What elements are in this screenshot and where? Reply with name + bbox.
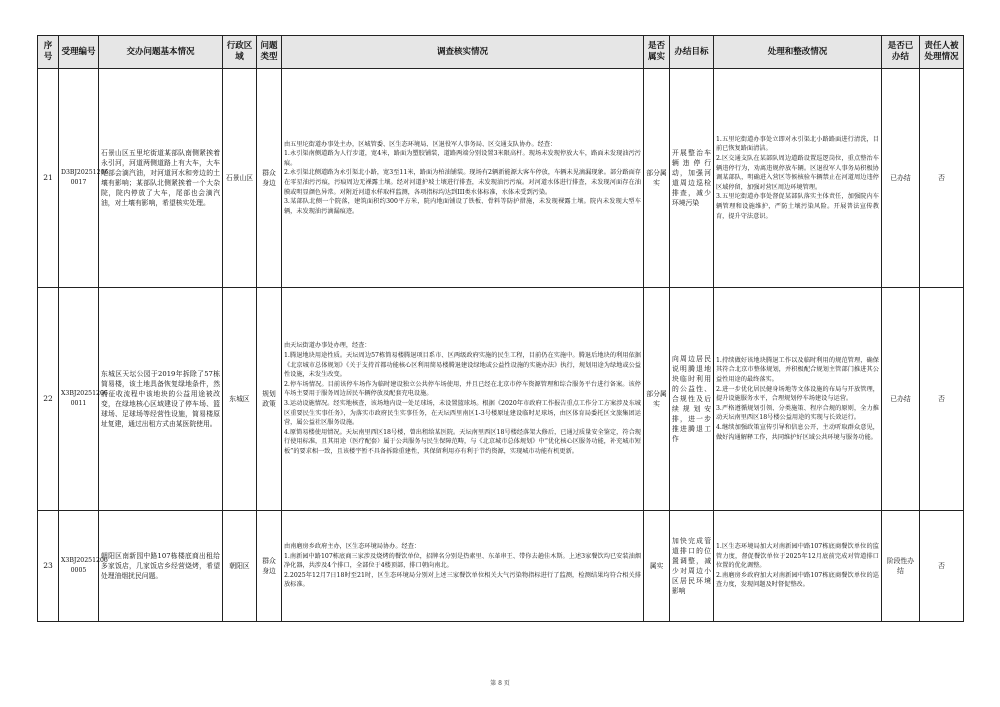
page-footer: 第 8 页 bbox=[490, 680, 510, 687]
handling-paragraph: 1.持续做好该地块腾退工作以及临时利用的规范管理，确保其符合北京市整体规划，并积极配合规划主管部门推进其公益性用途的最终落实。 bbox=[716, 356, 879, 384]
cell-verified: 部分属实 bbox=[644, 69, 670, 288]
header-district: 行政区域 bbox=[223, 36, 257, 69]
investigation-paragraph: 1.永引渠南侧道路为人行步道，宽4米，路面为塑胶铺装，道路两端分别设置3米限高杆。现场未发现停放大车，路面未发现油污污痕。 bbox=[284, 150, 641, 167]
investigation-paragraph: 1.腾退地块用途性质。天坛周边57栋简易楼腾退项目系市、区两级政府实施的民生工程，目前仍在实施中。腾退后地块的利用依据《北京城市总体规划》《关于支持首都功能核心区利用简易楼腾退建设绿地或公益性设施的实施办法》执行，规划用途为绿地或公益性设施，未发生改变。 bbox=[284, 352, 641, 379]
investigation-paragraph: 2.停车场情况。目前该停车场作为临时建设独立公共停车场使用，并且已经在北京市停车资源管理和综合服务平台进行备案。该停车场主要用于服务周边居民车辆停放及配套充电设施。 bbox=[284, 380, 641, 398]
header-basic: 交办问题基本情况 bbox=[99, 36, 223, 69]
cell-district: 东城区 bbox=[223, 288, 257, 511]
cell-seq: 23 bbox=[38, 511, 59, 622]
handling-paragraph: 1.五里坨街道办事处立即对永引渠北小路路面进行清洗，目前已恢复路面清洁。 bbox=[716, 135, 879, 153]
cell-basic: 朝阳区南新园中路107栋楼底商出租给多家饭店，几家饭店乡经营烧烤，希望处理油烟扰民问题。 bbox=[99, 511, 223, 622]
cell-type: 规划政策 bbox=[257, 288, 282, 511]
cell-verified: 属实 bbox=[644, 511, 670, 622]
cell-done: 已办结 bbox=[882, 288, 920, 511]
handling-paragraph: 2.进一步优化居民健身场地等文体设施的布局与开放管理，提升设施服务水平，合理规划停车场建设与运营。 bbox=[716, 385, 879, 403]
cell-goal: 开展整治车辆违停行动，加强河道周边巡检排查，减少环境污染 bbox=[670, 69, 714, 288]
cell-handling bbox=[714, 511, 882, 622]
investigation-paragraph: 由五里坨街道办事处主办，区城管委、区生态环境局、区退役军人事务局、区交通支队协办。经查： bbox=[284, 140, 557, 148]
cell-investigation bbox=[282, 69, 644, 288]
investigation-paragraph: 3.某部队北侧一个院落，建筑面积约300平方米，院内地面铺设了铁板、骨料等防护措施，未发现裸露土壤。院内未发现大型车辆，未发现油污滴漏痕迹。 bbox=[284, 198, 641, 215]
header-seq: 序号 bbox=[38, 36, 59, 69]
cell-investigation bbox=[282, 288, 644, 511]
cell-goal: 向周边居民说明腾退地块临时利用的公益性、合规性及后续规划安排，进一步推进腾退工作 bbox=[670, 288, 714, 511]
cell-done: 阶段性办结 bbox=[882, 511, 920, 622]
header-row bbox=[38, 36, 964, 69]
header-accept-no: 受理编号 bbox=[59, 36, 99, 69]
cell-basic: 东城区天坛公园于2019年拆除了57栋简易楼，该土地具备恢复绿地条件，然而征收流程中该地块的公益用途被改变，在绿地核心区域建设了停车场、篮球场、足球场等经营性设施，简易楼原址复建，通过出租方式由某医院使用。 bbox=[99, 288, 223, 511]
header-handling: 处理和整改情况 bbox=[714, 36, 882, 69]
cell-goal: 加快完成管道排口的位置调整，减少对周边小区居民环境影响 bbox=[670, 511, 714, 622]
handling-paragraph: 3.严格遵循规划引领、分类施策、程序合规的原则，全力推动天坛南里西区18号楼公益用途的实现与长效运行。 bbox=[716, 404, 879, 422]
cell-type: 群众身边 bbox=[257, 511, 282, 622]
handling-paragraph: 2.南磨房乡政府加大对南新园中路107栋底商餐饮单位的巡查力度，发现问题及时督促整改。 bbox=[716, 571, 879, 589]
table-row bbox=[38, 511, 964, 622]
cell-district: 石景山区 bbox=[223, 69, 257, 288]
investigation-paragraph: 4.原简易楼使用情况。天坛南里西区18号楼，曾出租给某医院。天坛南里西区18号楼经落架大修后，已通过质量安全鉴定，符合现行使用标准，且其用途（医疗配套）属于公共服务与民生保障范畴，与《北京城市总体规划》中“优化核心区服务功能，补充城市短板”的要求相一致，且该楼宇暂不具备拆除重建性，其保留利用亦有利于节约资源，实现城市功能有机更新。 bbox=[284, 428, 641, 455]
cell-accountable: 否 bbox=[920, 511, 964, 622]
header-done: 是否已办结 bbox=[882, 36, 920, 69]
header-type: 问题类型 bbox=[257, 36, 282, 69]
case-table bbox=[37, 35, 964, 622]
header-goal: 办结目标 bbox=[670, 36, 714, 69]
cell-handling bbox=[714, 69, 882, 288]
cell-accept-no: X3BJ20251206 0011 bbox=[59, 288, 99, 511]
cell-district: 朝阳区 bbox=[223, 511, 257, 622]
handling-paragraph: 3.五里坨街道办事处督促某部队落实主体责任，加强院内车辆管理和设施维护，严防土壤污染风险。开展普法宣传教育，提升守法意识。 bbox=[716, 193, 879, 220]
cell-accountable: 否 bbox=[920, 288, 964, 511]
table-row bbox=[38, 288, 964, 511]
cell-accept-no: X3BJ20251206 0005 bbox=[59, 511, 99, 622]
cell-handling bbox=[714, 288, 882, 511]
handling-paragraph: 4.继续加强政策宣传引导和信息公开，主动听取群众意见，做好沟通解释工作，共同维护好区域公共环境与服务功能。 bbox=[716, 423, 879, 441]
cell-seq: 21 bbox=[38, 69, 59, 288]
cell-verified: 部分属实 bbox=[644, 288, 670, 511]
cell-accept-no: D3BJ20251206 0017 bbox=[59, 69, 99, 288]
cell-done: 已办结 bbox=[882, 69, 920, 288]
cell-type: 群众身边 bbox=[257, 69, 282, 288]
table-row bbox=[38, 69, 964, 288]
cell-investigation bbox=[282, 511, 644, 622]
handling-paragraph: 2.区交通支队在某部队周边道路设置巡逻岗位，重点整治车辆违停行为，劝离违规停放车辆。区退役军人事务局积极协调某部队，明确进入营区等候核验车辆禁止在河道周边违停区域停留，加强对营区周边环境管理。 bbox=[716, 155, 879, 191]
cell-seq: 22 bbox=[38, 288, 59, 511]
cell-basic: 石景山区五里坨街道某部队南侧紧挨着永引河，河道两侧道路上有大车，大车尾部会滴汽油，对河道河水和旁边的土壤有影响；某部队北侧紧挨着一个大杂院，院内停放了大车，尾部也会滴汽油，对土壤有影响，希望核实处理。 bbox=[99, 69, 223, 288]
investigation-paragraph: 2.2025年12月7日18时至21时，区生态环境局分别对上述三家餐饮单位相关大气污染物指标进行了监测，检测结果均符合相关排放标准。 bbox=[284, 571, 641, 589]
handling-paragraph: 1.区生态环境局加大对南新园中路107栋底商餐饮单位的监管力度，督促餐饮单位于2025年12月底前完成对管道排口位置的优化调整。 bbox=[716, 543, 879, 570]
header-investigation: 调查核实情况 bbox=[282, 36, 644, 69]
investigation-paragraph: 1.南新园中路107栋底商三家涉及烧烤的餐饮单位，招牌名分别是热素里、东革串王、带你去趟佳木斯。上述3家餐饮均已安装油烟净化器，共涉及4个排口，全部位于4楼顶部，排口朝向南北。 bbox=[284, 552, 641, 570]
investigation-paragraph: 2.永引渠北侧道路为永引渠北小路，宽3至11米，路面为柏油铺装。现场有2辆新能源大客车停放，车辆未见滴漏现象。部分路面存在零星油污污痕，污痕周边无裸露土壤。经对河道护坡土壤进行排查，未发现油污污痕。对河道水体进行排查，未发现河面存在油膜或明显颜色异常。对附近河道水样取样监测，各项指标均达到III类水体标准，水体未受到污染。 bbox=[284, 169, 641, 196]
investigation-paragraph: 由天坛街道办事处办理，经查： bbox=[284, 342, 371, 350]
cell-accountable: 否 bbox=[920, 69, 964, 288]
header-accountable: 责任人被处理情况 bbox=[920, 36, 964, 69]
investigation-paragraph: 由南磨房乡政府主办，区生态环境局协办。经查： bbox=[284, 543, 421, 551]
header-verified: 是否属实 bbox=[644, 36, 670, 69]
investigation-paragraph: 3.运动设施情况。经实地核查，该场地内设一处足球场，未设置篮球场。根据《2020年市政府工作报告重点工作分工方案涉及东城区重要民生实事任务》，为落实市政府民生实事任务，在天坛西里南区1-3号楼原址建设临时足球场，由区体育局委托区文旅集团运营，属公益社区服务设施。 bbox=[284, 400, 641, 427]
